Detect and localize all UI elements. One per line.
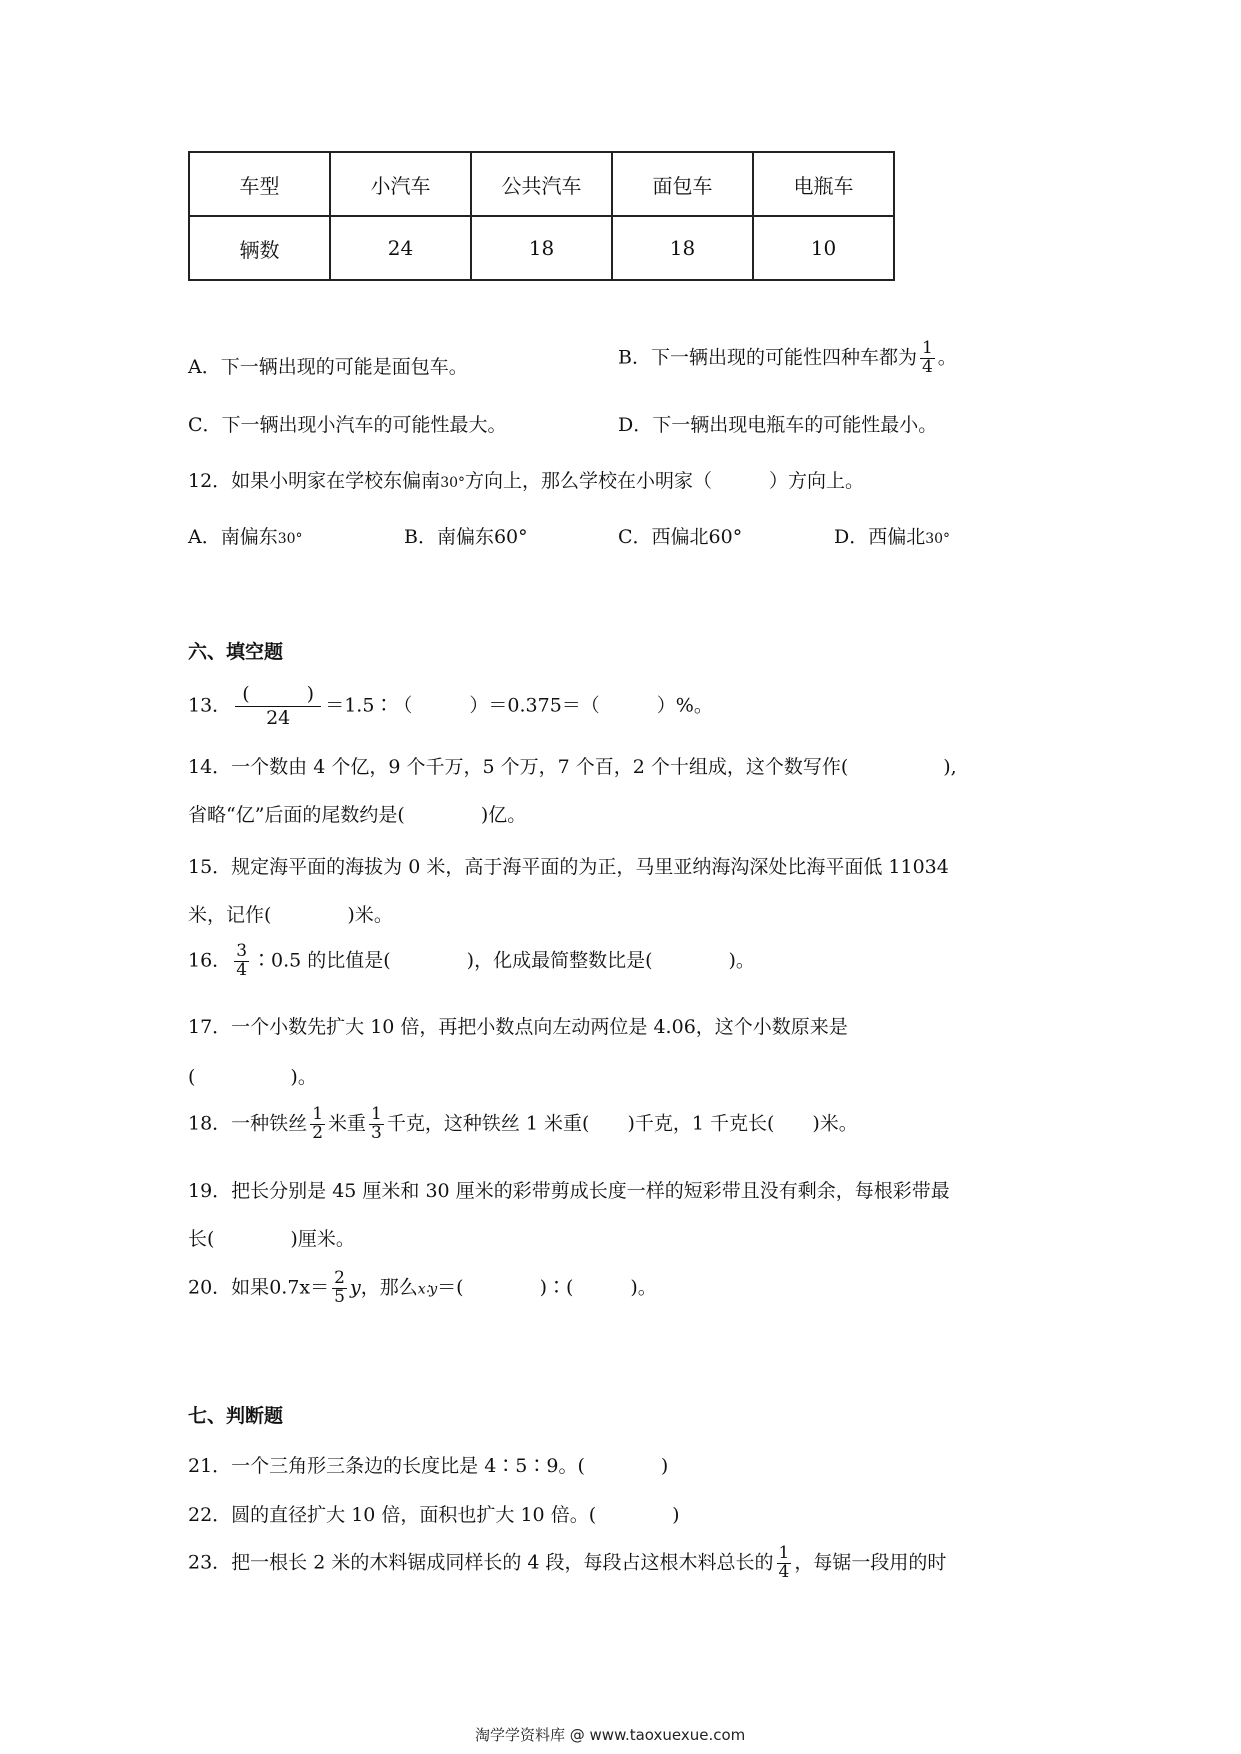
q16 — [188, 943, 755, 980]
fraction-numerator: 1 — [778, 1543, 790, 1563]
q19-line-1: 19．把长分别是 45 厘米和 30 厘米的彩带剪成长度一样的短彩带且没有剩余，每根彩带最 — [188, 1180, 950, 1202]
fraction-denominator: 4 — [236, 959, 248, 980]
q12-option-a-text: A．南偏东 — [188, 526, 278, 548]
q20-text-end: ＝( )∶( )。 — [437, 1276, 657, 1299]
table-cell: 公共汽车 — [471, 152, 612, 216]
q12-option-b: B．南偏东60° — [404, 526, 528, 548]
fraction — [310, 1106, 325, 1143]
table-cell: 辆数 — [189, 216, 330, 280]
vehicle-table — [188, 151, 895, 281]
fraction-denominator: 4 — [921, 356, 933, 377]
fraction-numerator: 3 — [236, 941, 248, 961]
q22: 22．圆的直径扩大 10 倍，面积也扩大 10 倍。( ) — [188, 1504, 680, 1526]
table-header-row — [189, 152, 894, 216]
q23-text-end: ，每锯一段用的时 — [794, 1551, 947, 1574]
fraction-numerator: 1 — [312, 1104, 324, 1124]
q12-option-d-degree: 30° — [925, 531, 951, 547]
q12-option-a-degree: 30° — [277, 531, 303, 547]
q12-option-d-text: D．西偏北 — [834, 526, 926, 548]
q21: 21．一个三角形三条边的长度比是 4∶5∶9。( ) — [188, 1455, 669, 1477]
fraction-numerator: 1 — [371, 1104, 382, 1124]
q14-line-2: 省略“亿”后面的尾数约是( )亿。 — [188, 804, 527, 826]
table-cell: 24 — [330, 216, 471, 280]
q13 — [188, 683, 713, 730]
table-cell: 车型 — [189, 152, 330, 216]
q17-line-2: ( )。 — [188, 1066, 317, 1088]
section-heading-fill-in: 六、填空题 — [188, 641, 284, 663]
table-row — [189, 216, 894, 280]
q11-option-b-end: 。 — [937, 346, 957, 369]
q19-line-2: 长( )厘米。 — [188, 1228, 355, 1250]
q18 — [188, 1106, 858, 1143]
q16-number: 16． — [188, 949, 232, 972]
table-cell: 10 — [753, 216, 894, 280]
q15-line-1: 15．规定海平面的海拔为 0 米，高于海平面的为正，马里亚纳海沟深处比海平面低 11034 — [188, 856, 949, 878]
q20-text-mid: ，那么 — [360, 1276, 418, 1299]
q11-option-a: A．下一辆出现的可能是面包车。 — [188, 356, 468, 378]
fraction-denominator: 4 — [778, 1561, 790, 1582]
section-heading-true-false: 七、判断题 — [188, 1405, 284, 1427]
q13-number: 13． — [188, 694, 232, 717]
q17-line-1: 17．一个小数先扩大 10 倍，再把小数点向左动两位是 4.06，这个小数原来是 — [188, 1016, 848, 1038]
fraction — [234, 943, 249, 980]
fraction-denominator: 5 — [334, 1286, 345, 1307]
q12-stem-text: 12．如果小明家在学校东偏南 — [188, 470, 441, 492]
q13-rest: ＝1.5∶（ ）＝0.375＝（ ）%。 — [325, 694, 713, 717]
q23-text: 23．把一根长 2 米的木料锯成同样长的 4 段，每段占这根木料总长的 — [188, 1551, 774, 1574]
fraction — [235, 683, 321, 730]
footer-watermark: 淘学学资料库 @ www.taoxuexue.com — [475, 1726, 746, 1744]
fraction — [777, 1545, 792, 1582]
q20-variable: y — [349, 1276, 361, 1299]
q11-option-b — [618, 340, 957, 377]
table-cell: 18 — [471, 216, 612, 280]
table-cell: 面包车 — [612, 152, 753, 216]
fraction-numerator: 1 — [921, 338, 933, 358]
fraction-numerator: 2 — [334, 1268, 345, 1288]
q15-line-2: 米，记作( )米。 — [188, 904, 393, 926]
q20 — [188, 1270, 657, 1307]
q12-option-a — [188, 522, 303, 549]
q12-degree: 30° — [440, 475, 466, 491]
fraction-numerator: ( ) — [235, 683, 321, 707]
q14-line-1: 14．一个数由 4 个亿，9 个千万，5 个万，7 个百，2 个十组成，这个数写作( ), — [188, 756, 957, 778]
fraction-denominator: 2 — [312, 1122, 324, 1143]
fraction-denominator: 24 — [266, 706, 291, 729]
fraction-denominator: 3 — [371, 1122, 382, 1143]
q23 — [188, 1545, 946, 1582]
q20-text: 20．如果 — [188, 1276, 270, 1299]
table-cell: 电瓶车 — [753, 152, 894, 216]
q12-option-d — [834, 522, 950, 549]
q20-ratio: x∶y — [417, 1281, 438, 1298]
q11-option-d: D．下一辆出现电瓶车的可能性最小。 — [618, 414, 938, 436]
fraction — [332, 1270, 347, 1307]
q16-rest: ∶0.5 的比值是( )，化成最简整数比是( )。 — [252, 949, 755, 972]
q11-option-b-text: B．下一辆出现的可能性四种车都为 — [618, 346, 917, 369]
q20-expression: 0.7x＝ — [269, 1276, 330, 1299]
q12-option-c: C．西偏北60° — [618, 526, 743, 548]
q18-text-end: 千克，这种铁丝 1 米重( )千克，1 千克长( )米。 — [386, 1112, 858, 1135]
q11-option-c: C．下一辆出现小汽车的可能性最大。 — [188, 414, 507, 436]
table-cell: 小汽车 — [330, 152, 471, 216]
q18-text-mid: 米重 — [328, 1112, 367, 1135]
q12-stem-text-end: 方向上，那么学校在小明家（ ）方向上。 — [465, 470, 865, 492]
q18-text: 18．一种铁丝 — [188, 1112, 308, 1135]
fraction — [920, 340, 935, 377]
q12-stem — [188, 466, 864, 493]
table-cell: 18 — [612, 216, 753, 280]
fraction — [369, 1106, 384, 1143]
